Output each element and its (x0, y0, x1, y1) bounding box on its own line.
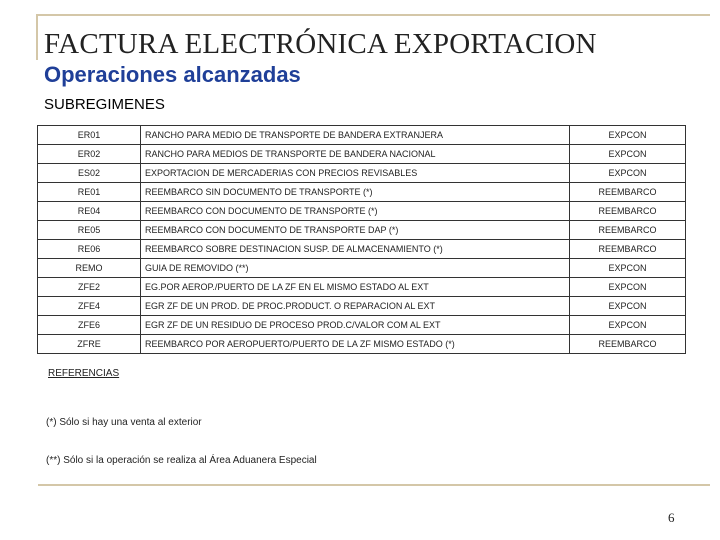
slide-title: FACTURA ELECTRÓNICA EXPORTACION (44, 28, 597, 60)
left-accent-rule (36, 14, 38, 60)
row-code: ZFE6 (38, 316, 141, 335)
row-code: ZFRE (38, 335, 141, 354)
subregimenes-table (37, 125, 686, 354)
table-body (38, 126, 686, 354)
table-row (38, 221, 686, 240)
page-number: 6 (668, 510, 675, 525)
row-description: GUIA DE REMOVIDO (**) (141, 259, 570, 278)
reference-note-1: (*) Sólo si hay una venta al exterior (46, 417, 202, 428)
table-row (38, 316, 686, 335)
references-title: REFERENCIAS (48, 368, 120, 379)
row-type: EXPCON (570, 316, 686, 335)
table-row (38, 202, 686, 221)
section-heading: SUBREGIMENES (44, 96, 165, 113)
table-row (38, 240, 686, 259)
table-row (38, 297, 686, 316)
row-type: EXPCON (570, 145, 686, 164)
row-description: EXPORTACION DE MERCADERIAS CON PRECIOS REVISABLES (141, 164, 570, 183)
row-code: RE06 (38, 240, 141, 259)
bottom-rule (38, 484, 710, 486)
row-description: REEMBARCO CON DOCUMENTO DE TRANSPORTE DAP (*) (141, 221, 570, 240)
row-code: ER02 (38, 145, 141, 164)
row-code: RE04 (38, 202, 141, 221)
row-type: REEMBARCO (570, 183, 686, 202)
table-row (38, 278, 686, 297)
row-code: ES02 (38, 164, 141, 183)
row-type: EXPCON (570, 164, 686, 183)
row-type: EXPCON (570, 297, 686, 316)
row-description: RANCHO PARA MEDIO DE TRANSPORTE DE BANDERA EXTRANJERA (141, 126, 570, 145)
row-description: REEMBARCO SOBRE DESTINACION SUSP. DE ALMACENAMIENTO (*) (141, 240, 570, 259)
table-row (38, 126, 686, 145)
row-type: REEMBARCO (570, 240, 686, 259)
row-description: REEMBARCO SIN DOCUMENTO DE TRANSPORTE (*) (141, 183, 570, 202)
row-description: EGR ZF DE UN PROD. DE PROC.PRODUCT. O REPARACION AL EXT (141, 297, 570, 316)
table-row (38, 259, 686, 278)
row-code: ER01 (38, 126, 141, 145)
row-description: RANCHO PARA MEDIOS DE TRANSPORTE DE BANDERA NACIONAL (141, 145, 570, 164)
row-type: REEMBARCO (570, 202, 686, 221)
row-code: REMO (38, 259, 141, 278)
row-type: EXPCON (570, 259, 686, 278)
row-description: REEMBARCO CON DOCUMENTO DE TRANSPORTE (*) (141, 202, 570, 221)
table-row (38, 183, 686, 202)
table-row (38, 145, 686, 164)
row-type: EXPCON (570, 278, 686, 297)
row-code: RE01 (38, 183, 141, 202)
row-type: REEMBARCO (570, 335, 686, 354)
table-row (38, 335, 686, 354)
row-description: EGR ZF DE UN RESIDUO DE PROCESO PROD.C/VALOR COM AL EXT (141, 316, 570, 335)
table-row (38, 164, 686, 183)
row-description: EG.POR AEROP./PUERTO DE LA ZF EN EL MISMO ESTADO AL EXT (141, 278, 570, 297)
row-code: ZFE4 (38, 297, 141, 316)
row-code: RE05 (38, 221, 141, 240)
slide-subtitle: Operaciones alcanzadas (44, 62, 301, 87)
row-code: ZFE2 (38, 278, 141, 297)
row-description: REEMBARCO POR AEROPUERTO/PUERTO DE LA ZF MISMO ESTADO (*) (141, 335, 570, 354)
row-type: EXPCON (570, 126, 686, 145)
top-rule (38, 14, 710, 16)
row-type: REEMBARCO (570, 221, 686, 240)
reference-note-2: (**) Sólo si la operación se realiza al Área Aduanera Especial (46, 455, 317, 466)
